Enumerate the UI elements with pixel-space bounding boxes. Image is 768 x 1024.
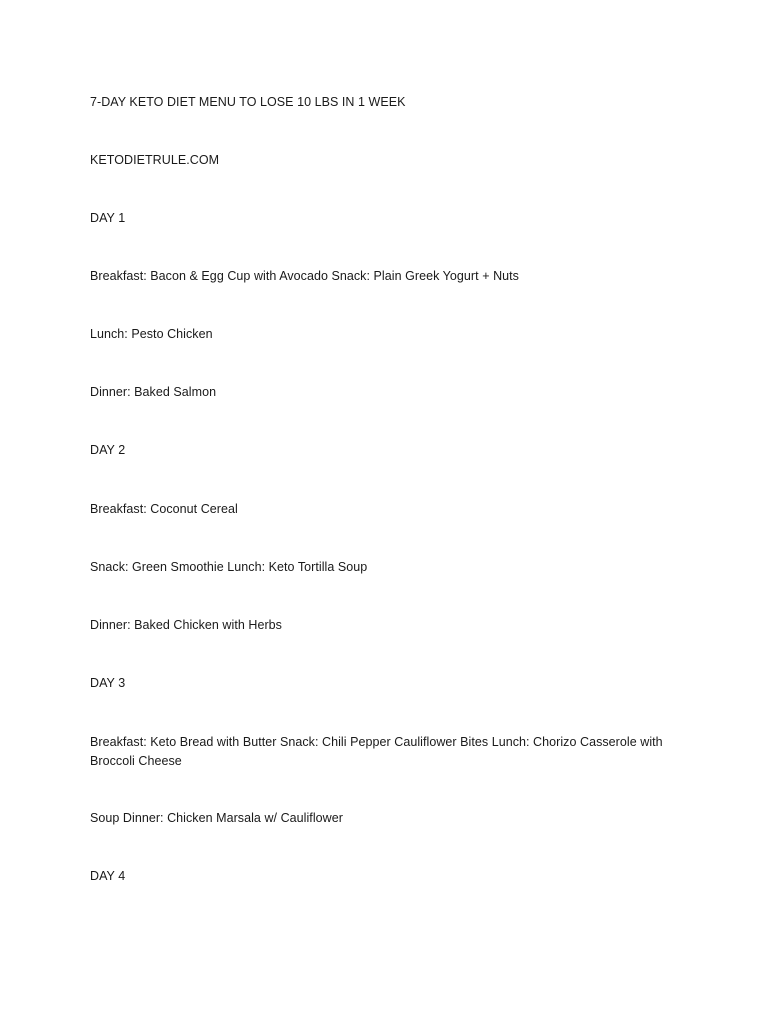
menu-line: Soup Dinner: Chicken Marsala w/ Cauliflower	[90, 811, 343, 825]
day-heading: DAY 2	[90, 443, 126, 457]
document-title: 7-DAY KETO DIET MENU TO LOSE 10 LBS IN 1 WEEK	[90, 95, 406, 109]
menu-line: Breakfast: Keto Bread with Butter Snack: Chili Pepper Cauliflower Bites Lunch: Chorizo Casserole with Broccoli Cheese	[90, 735, 663, 768]
menu-line: Dinner: Baked Chicken with Herbs	[90, 618, 282, 632]
menu-line: Snack: Green Smoothie Lunch: Keto Tortilla Soup	[90, 560, 368, 574]
menu-line: Dinner: Baked Salmon	[90, 385, 217, 399]
menu-line: Breakfast: Bacon & Egg Cup with Avocado Snack: Plain Greek Yogurt + Nuts	[90, 269, 519, 283]
day-heading: DAY 3	[90, 676, 126, 690]
day-heading: DAY 4	[90, 869, 126, 883]
menu-line: Lunch: Pesto Chicken	[90, 327, 213, 341]
menu-line: Breakfast: Coconut Cereal	[90, 502, 238, 516]
document-source: KETODIETRULE.COM	[90, 153, 220, 167]
day-heading: DAY 1	[90, 211, 126, 225]
